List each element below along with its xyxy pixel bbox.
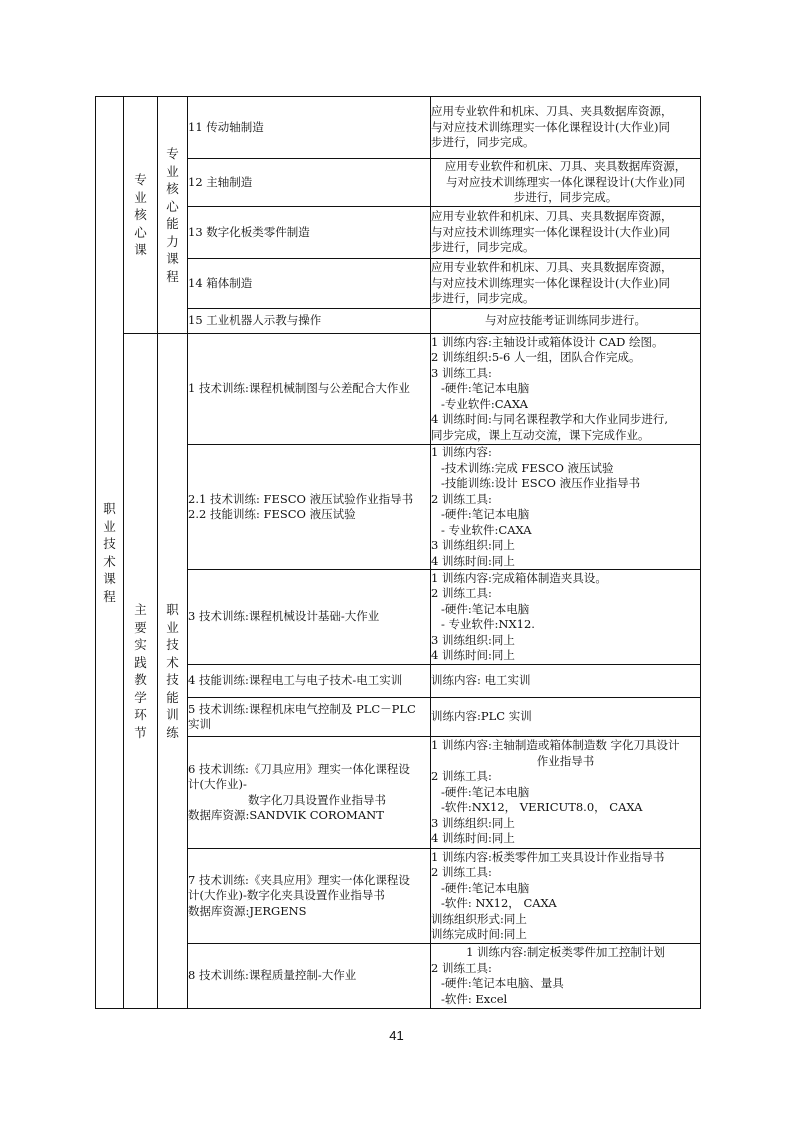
course-name: 数据库资源:SANDVIK COROMANT <box>188 808 384 822</box>
description-line: 与对应技术训练理实一体化课程设计(大作业)同 <box>446 174 685 189</box>
course-name: 1 技术训练:课程机械制图与公差配合大作业 <box>188 381 410 396</box>
description-line: 1 训练内容: <box>431 445 492 459</box>
description-line: 步进行，同步完成。 <box>431 240 535 255</box>
description-line: -硬件:笔记本电脑 <box>441 507 530 521</box>
course-cell <box>188 698 431 737</box>
course-cell <box>188 570 431 665</box>
description-line: 2 训练工具: <box>431 586 492 600</box>
description-cell <box>431 944 701 1009</box>
description-line: 步进行，同步完成。 <box>431 135 535 150</box>
description-line: 2 训练组织:5-6 人一组，团队合作完成。 <box>431 350 641 365</box>
description-line: 4 训练时间:同上 <box>431 648 515 662</box>
description-line: 3 训练组织:同上 <box>431 538 515 552</box>
course-cell <box>188 849 431 944</box>
description-line: 1 训练内容:制定板类零件加工控制计划 <box>466 945 665 959</box>
description-line: 3 训练组织:同上 <box>431 815 515 830</box>
course-cell <box>188 665 431 698</box>
description-line: 步进行，同步完成。 <box>431 291 535 306</box>
practice-category-label: 主要实践教学环节 <box>134 602 147 740</box>
course-name: 实训 <box>188 717 211 731</box>
description-line: 4 训练时间:同上 <box>431 831 515 846</box>
page-number: 41 <box>389 1028 404 1043</box>
course-name: 2.2 技能训练: FESCO 液压试验 <box>188 507 356 521</box>
description-line: 训练内容: 电工实训 <box>431 673 531 688</box>
description-line: 同步完成，课上互动交流，课下完成作业。 <box>431 427 650 442</box>
description-line: - 专业软件:CAXA <box>441 522 532 537</box>
course-cell <box>188 737 431 849</box>
course-name: 5 技术训练:课程机床电气控制及 PLC－PLC <box>188 701 416 716</box>
description-line: 应用专业软件和机床、刀具、夹具数据库资源， <box>431 209 673 224</box>
description-cell <box>431 665 701 698</box>
course-name: 12 主轴制造 <box>188 174 253 189</box>
description-line: 1 训练内容:主轴制造或箱体制造数 字化刀具设计 <box>431 738 680 753</box>
course-name: 14 箱体制造 <box>188 275 253 290</box>
description-line: 1 训练内容:板类零件加工夹具设计作业指导书 <box>431 849 665 864</box>
description-line: -专业软件:CAXA <box>441 396 528 411</box>
description-line: 与对应技能考证训练同步进行。 <box>485 313 646 328</box>
description-line: 4 训练时间:与同名课程教学和大作业同步进行, <box>431 412 668 427</box>
course-name: 计(大作业)- <box>188 777 247 791</box>
description-line: 步进行，同步完成。 <box>513 190 618 205</box>
outer-category-label: 职业技术课程 <box>103 501 116 604</box>
description-line: 作业指导书 <box>536 753 595 768</box>
description-line: 与对应技术训练理实一体化课程设计(大作业)同 <box>431 119 670 134</box>
course-name: 11 传动轴制造 <box>188 119 264 134</box>
course-name: 7 技术训练:《夹具应用》理实一体化课程设 <box>188 872 410 887</box>
core-category-cell <box>124 97 158 334</box>
description-cell <box>431 737 701 849</box>
description-line: -软件: NX12， CAXA <box>441 896 557 910</box>
description-cell <box>431 309 701 334</box>
course-cell <box>188 334 431 445</box>
description-line: - 专业软件:NX12. <box>441 617 535 631</box>
description-line: 4 训练时间:同上 <box>431 553 515 568</box>
description-cell <box>431 849 701 944</box>
description-cell <box>431 570 701 665</box>
course-cell <box>188 97 431 159</box>
description-line: 1 训练内容:完成箱体制造夹具设。 <box>431 570 607 585</box>
practice-subcategory-label: 职业技术技能训练 <box>166 602 179 740</box>
course-name: 4 技能训练:课程电工与电子技术-电工实训 <box>188 673 403 688</box>
course-cell <box>188 944 431 1009</box>
description-line: 应用专业软件和机床、刀具、夹具数据库资源， <box>444 159 687 174</box>
course-name: 计(大作业)-数字化夹具设置作业指导书 <box>188 888 385 903</box>
description-line: 训练完成时间:同上 <box>431 927 527 941</box>
course-name: 8 技术训练:课程质量控制-大作业 <box>188 968 357 983</box>
description-line: -技术训练:完成 FESCO 液压试验 <box>441 460 614 475</box>
core-subcategory-label: 专业核心能力课程 <box>166 146 179 284</box>
description-line: 3 训练组织:同上 <box>431 632 515 647</box>
core-category-label: 专业核心课 <box>134 172 147 258</box>
practice-category-cell <box>124 334 158 1009</box>
course-name: 13 数字化板类零件制造 <box>188 224 310 239</box>
description-line: 训练组织形式:同上 <box>431 911 527 926</box>
description-line: 2 训练工具: <box>431 865 492 879</box>
description-line: 3 训练工具: <box>431 365 492 380</box>
description-line: -技能训练:设计 ESCO 液压作业指导书 <box>441 476 641 490</box>
course-name: 6 技术训练:《刀具应用》理实一体化课程设 <box>188 761 410 776</box>
core-subcategory-cell <box>158 97 188 334</box>
description-cell <box>431 207 701 259</box>
description-line: 1 训练内容:主轴设计或箱体设计 CAD 绘图。 <box>431 334 664 349</box>
course-name: 3 技术训练:课程机械设计基础-大作业 <box>188 609 380 624</box>
curriculum-table <box>95 96 701 1009</box>
description-line: -硬件:笔记本电脑 <box>441 601 530 616</box>
description-line: 2 训练工具: <box>431 491 492 506</box>
course-name: 15 工业机器人示教与操作 <box>188 313 322 328</box>
practice-subcategory-cell <box>158 334 188 1009</box>
course-name: 数字化刀具设置作业指导书 <box>248 792 386 807</box>
course-cell <box>188 445 431 570</box>
description-line: -软件:NX12， VERICUT8.0， CAXA <box>441 800 643 815</box>
description-line: 2 训练工具: <box>431 769 492 784</box>
description-line: 与对应技术训练理实一体化课程设计(大作业)同 <box>431 275 670 290</box>
description-cell <box>431 259 701 309</box>
description-line: 应用专业软件和机床、刀具、夹具数据库资源， <box>431 260 673 275</box>
description-line: -硬件:笔记本电脑 <box>441 381 530 396</box>
course-cell <box>188 159 431 207</box>
description-cell <box>431 445 701 570</box>
description-cell <box>431 97 701 159</box>
outer-category-cell <box>96 97 124 1009</box>
description-cell <box>431 698 701 737</box>
description-line: 2 训练工具: <box>431 960 492 975</box>
description-line: 训练内容:PLC 实训 <box>431 709 532 724</box>
description-line: 与对应技术训练理实一体化课程设计(大作业)同 <box>431 224 670 239</box>
course-cell <box>188 207 431 259</box>
description-line: -硬件:笔记本电脑 <box>441 784 530 799</box>
course-cell <box>188 259 431 309</box>
description-line: -硬件:笔记本电脑、量具 <box>441 976 564 990</box>
description-line: -软件: Excel <box>441 991 508 1006</box>
description-cell <box>431 159 701 207</box>
description-line: -硬件:笔记本电脑 <box>441 880 530 895</box>
description-line: 应用专业软件和机床、刀具、夹具数据库资源， <box>431 104 673 119</box>
description-cell <box>431 334 701 445</box>
course-name: 2.1 技术训练: FESCO 液压试验作业指导书 <box>188 491 414 506</box>
course-cell <box>188 309 431 334</box>
course-name: 数据库资源:JERGENS <box>188 903 307 918</box>
